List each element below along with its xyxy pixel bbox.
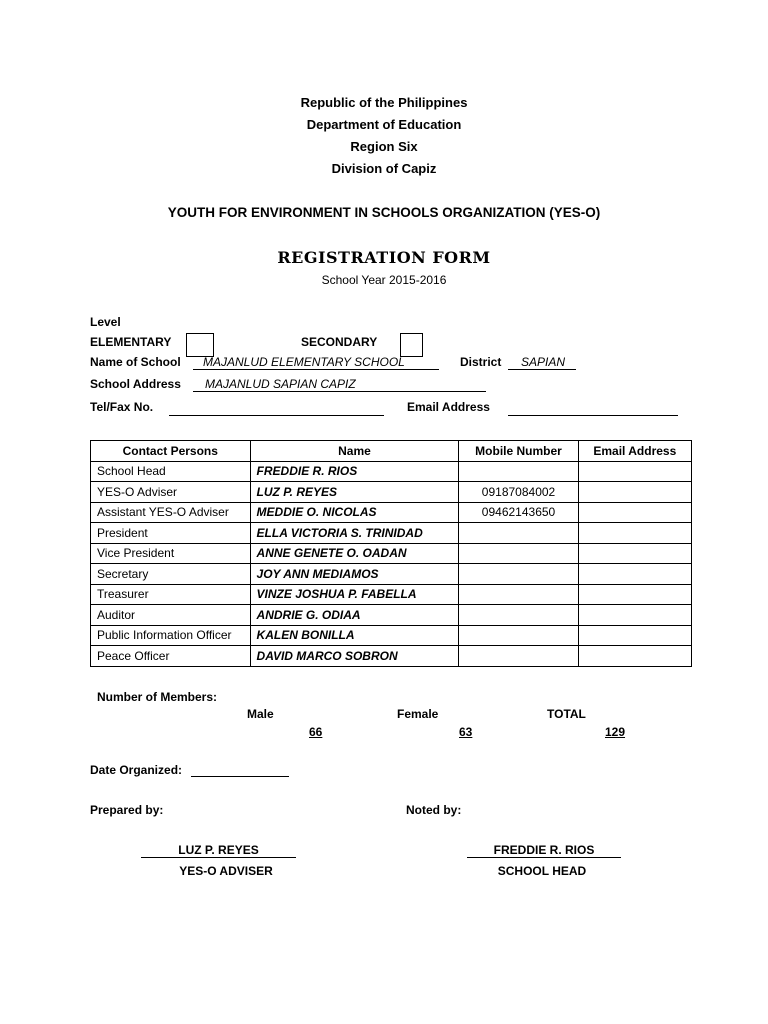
elementary-checkbox[interactable] bbox=[186, 333, 214, 357]
header-division: Division of Capiz bbox=[331, 161, 437, 176]
noted-by-title: SCHOOL HEAD bbox=[497, 864, 587, 878]
header-department: Department of Education bbox=[306, 117, 462, 132]
email-cell[interactable] bbox=[578, 523, 691, 544]
male-label: Male bbox=[247, 707, 274, 721]
email-cell[interactable] bbox=[578, 502, 691, 523]
mobile-cell[interactable]: 09187084002 bbox=[459, 482, 578, 503]
header-email-address: Email Address bbox=[578, 441, 691, 462]
district-field[interactable] bbox=[508, 355, 576, 370]
tel-fax-label: Tel/Fax No. bbox=[90, 400, 154, 414]
email-address-field[interactable] bbox=[508, 400, 678, 416]
email-cell[interactable] bbox=[578, 543, 691, 564]
contacts-table bbox=[90, 440, 692, 667]
table-row bbox=[91, 564, 692, 585]
role-cell: Assistant YES-O Adviser bbox=[91, 502, 251, 523]
noted-by-name: FREDDIE R. RIOS bbox=[467, 843, 621, 858]
mobile-cell[interactable] bbox=[459, 523, 578, 544]
header-contact-persons: Contact Persons bbox=[91, 441, 251, 462]
table-header-row bbox=[91, 441, 692, 462]
email-cell[interactable] bbox=[578, 625, 691, 646]
table-row bbox=[91, 625, 692, 646]
secondary-checkbox[interactable] bbox=[400, 333, 423, 357]
name-cell[interactable]: ANNE GENETE O. OADAN bbox=[250, 543, 459, 564]
name-cell[interactable]: ANDRIE G. ODIAA bbox=[250, 605, 459, 626]
role-cell: YES-O Adviser bbox=[91, 482, 251, 503]
male-count: 66 bbox=[309, 725, 323, 739]
header-mobile-number: Mobile Number bbox=[459, 441, 578, 462]
date-organized-field[interactable] bbox=[191, 763, 289, 777]
table-row bbox=[91, 523, 692, 544]
email-cell[interactable] bbox=[578, 482, 691, 503]
role-cell: Auditor bbox=[91, 605, 251, 626]
name-cell[interactable]: LUZ P. REYES bbox=[250, 482, 459, 503]
level-label: Level bbox=[90, 315, 121, 329]
mobile-cell[interactable] bbox=[459, 461, 578, 482]
organization-title: YOUTH FOR ENVIRONMENT IN SCHOOLS ORGANIZATION (YES-O) bbox=[167, 205, 601, 220]
email-cell[interactable] bbox=[578, 461, 691, 482]
role-cell: Treasurer bbox=[91, 584, 251, 605]
school-name-field[interactable] bbox=[193, 355, 439, 370]
name-cell[interactable]: VINZE JOSHUA P. FABELLA bbox=[250, 584, 459, 605]
school-name-value: MAJANLUD ELEMENTARY SCHOOL bbox=[203, 355, 405, 369]
mobile-cell[interactable] bbox=[459, 543, 578, 564]
mobile-cell[interactable] bbox=[459, 646, 578, 667]
email-cell[interactable] bbox=[578, 584, 691, 605]
name-cell[interactable]: KALEN BONILLA bbox=[250, 625, 459, 646]
mobile-cell[interactable] bbox=[459, 605, 578, 626]
name-cell[interactable]: JOY ANN MEDIAMOS bbox=[250, 564, 459, 585]
header-republic: Republic of the Philippines bbox=[300, 95, 468, 110]
email-cell[interactable] bbox=[578, 564, 691, 585]
total-label: TOTAL bbox=[547, 707, 586, 721]
name-cell[interactable]: MEDDIE O. NICOLAS bbox=[250, 502, 459, 523]
email-address-label: Email Address bbox=[407, 400, 490, 414]
role-cell: Public Information Officer bbox=[91, 625, 251, 646]
school-address-label: School Address bbox=[90, 377, 181, 391]
mobile-cell[interactable] bbox=[459, 625, 578, 646]
form-title: REGISTRATION FORM bbox=[277, 248, 491, 267]
total-count: 129 bbox=[605, 725, 626, 739]
mobile-cell[interactable]: 09462143650 bbox=[459, 502, 578, 523]
district-value: SAPIAN bbox=[521, 355, 566, 369]
table-row bbox=[91, 605, 692, 626]
role-cell: School Head bbox=[91, 461, 251, 482]
table-row bbox=[91, 482, 692, 503]
role-cell: Peace Officer bbox=[91, 646, 251, 667]
secondary-label: SECONDARY bbox=[301, 335, 378, 349]
table-row bbox=[91, 461, 692, 482]
name-cell[interactable]: DAVID MARCO SOBRON bbox=[250, 646, 459, 667]
name-cell[interactable]: ELLA VICTORIA S. TRINIDAD bbox=[250, 523, 459, 544]
role-cell: Secretary bbox=[91, 564, 251, 585]
district-label: District bbox=[460, 355, 502, 369]
role-cell: President bbox=[91, 523, 251, 544]
email-cell[interactable] bbox=[578, 646, 691, 667]
table-row bbox=[91, 502, 692, 523]
school-address-value: MAJANLUD SAPIAN CAPIZ bbox=[205, 377, 356, 391]
table-row bbox=[91, 646, 692, 667]
email-cell[interactable] bbox=[578, 605, 691, 626]
table-row bbox=[91, 584, 692, 605]
prepared-by-label: Prepared by: bbox=[90, 803, 164, 817]
header-region: Region Six bbox=[350, 139, 418, 154]
female-label: Female bbox=[397, 707, 439, 721]
date-organized-label: Date Organized: bbox=[90, 763, 183, 777]
table-row bbox=[91, 543, 692, 564]
tel-fax-field[interactable] bbox=[169, 400, 384, 416]
mobile-cell[interactable] bbox=[459, 584, 578, 605]
female-count: 63 bbox=[459, 725, 473, 739]
elementary-label: ELEMENTARY bbox=[90, 335, 172, 349]
role-cell: Vice President bbox=[91, 543, 251, 564]
mobile-cell[interactable] bbox=[459, 564, 578, 585]
prepared-by-name: LUZ P. REYES bbox=[141, 843, 296, 858]
school-year: School Year 2015-2016 bbox=[321, 273, 447, 287]
school-address-field[interactable] bbox=[193, 377, 486, 392]
header-name: Name bbox=[250, 441, 459, 462]
noted-by-label: Noted by: bbox=[406, 803, 462, 817]
name-cell[interactable]: FREDDIE R. RIOS bbox=[250, 461, 459, 482]
school-name-label: Name of School bbox=[90, 355, 181, 369]
number-of-members-label: Number of Members: bbox=[97, 690, 218, 704]
prepared-by-title: YES-O ADVISER bbox=[179, 864, 273, 878]
